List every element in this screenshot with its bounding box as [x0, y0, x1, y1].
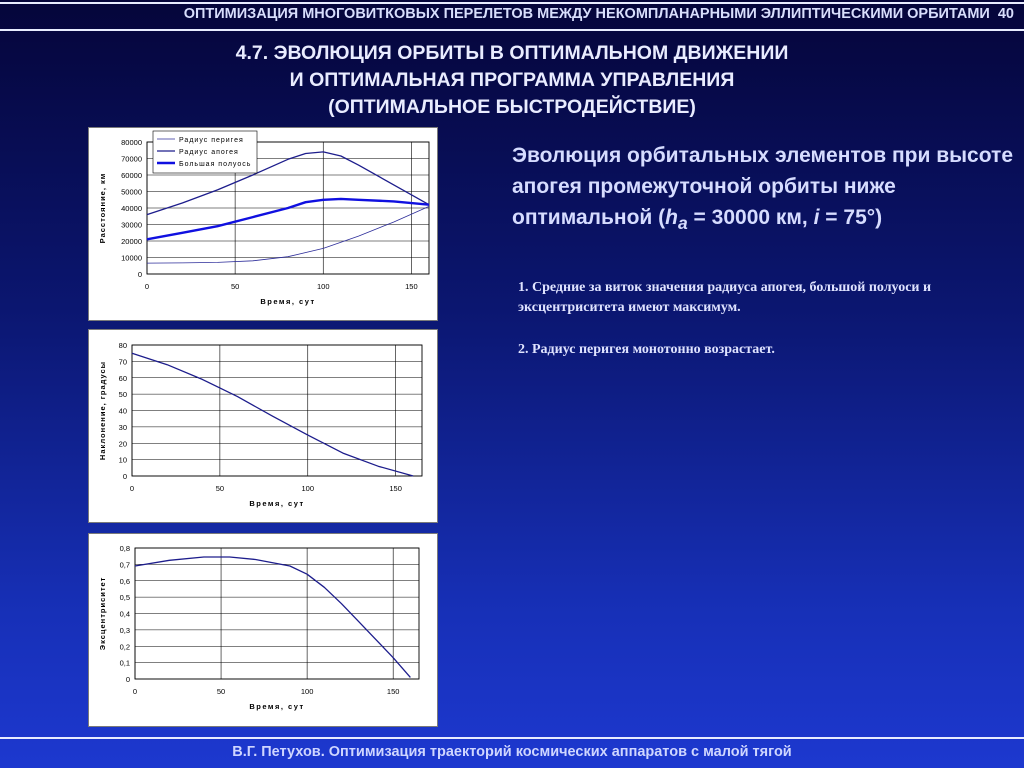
y-tick-label: 0,1 — [119, 658, 130, 668]
y-tick-label: 0,8 — [119, 544, 130, 553]
y-axis-label: Эксцентриситет — [98, 576, 107, 651]
legend-entry: Радиус перигея — [179, 137, 244, 144]
series-line — [135, 557, 410, 677]
y-tick-label: 0 — [137, 270, 142, 279]
x-tick-label: 50 — [230, 282, 240, 291]
note-1: 1. Средние за виток значения радиуса апогея, большой полуоси и эксцентриситета имеют максимум. — [518, 280, 932, 315]
y-tick-label: 10000 — [121, 253, 142, 263]
y-tick-label: 30 — [118, 422, 127, 432]
section-heading — [512, 140, 1017, 239]
x-axis-label: Время, сут — [249, 702, 305, 711]
y-tick-label: 20 — [118, 439, 127, 449]
h-symbol: h — [665, 206, 678, 229]
y-tick-label: 60 — [118, 373, 127, 383]
x-tick-label: 100 — [301, 484, 315, 493]
distance-chart-panel — [88, 127, 438, 321]
x-tick-label: 150 — [386, 687, 400, 696]
y-axis-label: Расстояние, км — [98, 172, 107, 244]
y-tick-label: 0,5 — [119, 593, 130, 603]
y-tick-label: 0,3 — [119, 625, 130, 635]
x-tick-label: 0 — [132, 687, 138, 696]
heading-text: Эволюция орбитальных элементов при высоте апогея промежуточной орбиты ниже оптимальной ( — [512, 144, 1014, 229]
title-line: (ОПТИМАЛЬНОЕ БЫСТРОДЕЙСТВИЕ) — [328, 96, 696, 118]
y-tick-label: 0,4 — [119, 609, 130, 619]
i-symbol: i — [813, 206, 820, 229]
y-tick-label: 70 — [118, 357, 127, 367]
y-axis-label: Наклонение, градусы — [98, 360, 107, 461]
y-tick-label: 80 — [118, 341, 127, 350]
x-tick-label: 150 — [389, 484, 402, 493]
x-axis-label: Время, сут — [260, 297, 316, 306]
top-rule — [0, 2, 1024, 4]
y-tick-label: 10 — [118, 455, 127, 465]
y-tick-label: 80000 — [121, 138, 142, 147]
x-tick-label: 0 — [129, 484, 135, 493]
y-tick-label: 0 — [125, 675, 130, 684]
eccentricity-chart-panel — [88, 533, 438, 727]
inclination-chart-panel — [88, 329, 438, 523]
note-2: 2. Радиус перигея монотонно возрастает. — [518, 342, 775, 357]
series-line — [147, 206, 429, 263]
x-tick-label: 100 — [316, 282, 330, 291]
series-line — [132, 353, 413, 476]
footer-rule — [0, 737, 1024, 739]
y-tick-label: 40 — [118, 406, 127, 416]
footer: В.Г. Петухов. Оптимизация траекторий космических аппаратов с малой тягой — [232, 744, 792, 760]
header — [0, 6, 1014, 22]
page-title — [0, 40, 1024, 121]
y-tick-label: 0,7 — [119, 560, 130, 570]
x-tick-label: 0 — [144, 282, 150, 291]
header-rule — [0, 29, 1024, 31]
legend-entry: Большая полуось — [179, 161, 252, 168]
y-tick-label: 70000 — [121, 154, 142, 164]
heading-text: = 75°) — [819, 206, 883, 229]
h-subscript: a — [677, 213, 688, 234]
eccentricity-chart — [89, 534, 437, 726]
series-line — [147, 199, 429, 239]
y-tick-label: 0,2 — [119, 642, 130, 652]
x-tick-label: 150 — [405, 282, 418, 291]
y-tick-label: 40000 — [121, 204, 142, 213]
x-tick-label: 50 — [216, 687, 226, 696]
heading-text: = 30000 км, — [687, 206, 814, 229]
y-tick-label: 60000 — [121, 171, 142, 180]
y-tick-label: 0,6 — [119, 576, 130, 586]
x-tick-label: 50 — [215, 484, 225, 493]
x-tick-label: 100 — [300, 687, 314, 696]
y-tick-label: 50000 — [121, 187, 142, 197]
title-line: И ОПТИМАЛЬНАЯ ПРОГРАММА УПРАВЛЕНИЯ — [289, 69, 735, 91]
y-tick-label: 0 — [122, 472, 127, 481]
header-title: ОПТИМИЗАЦИЯ МНОГОВИТКОВЫХ ПЕРЕЛЕТОВ МЕЖДУ НЕКОМПЛАНАРНЫМИ ЭЛЛИПТИЧЕСКИМИ ОРБИТАМИ — [183, 6, 990, 22]
y-tick-label: 20000 — [121, 237, 142, 246]
y-tick-label: 50 — [118, 390, 127, 400]
page-number: 40 — [997, 6, 1014, 22]
legend-entry: Радиус апогея — [179, 149, 239, 156]
distance-chart — [89, 128, 437, 320]
y-tick-label: 30000 — [121, 220, 142, 230]
title-line: 4.7. ЭВОЛЮЦИЯ ОРБИТЫ В ОПТИМАЛЬНОМ ДВИЖЕНИИ — [235, 42, 789, 64]
x-axis-label: Время, сут — [249, 499, 305, 508]
inclination-chart — [89, 330, 437, 522]
